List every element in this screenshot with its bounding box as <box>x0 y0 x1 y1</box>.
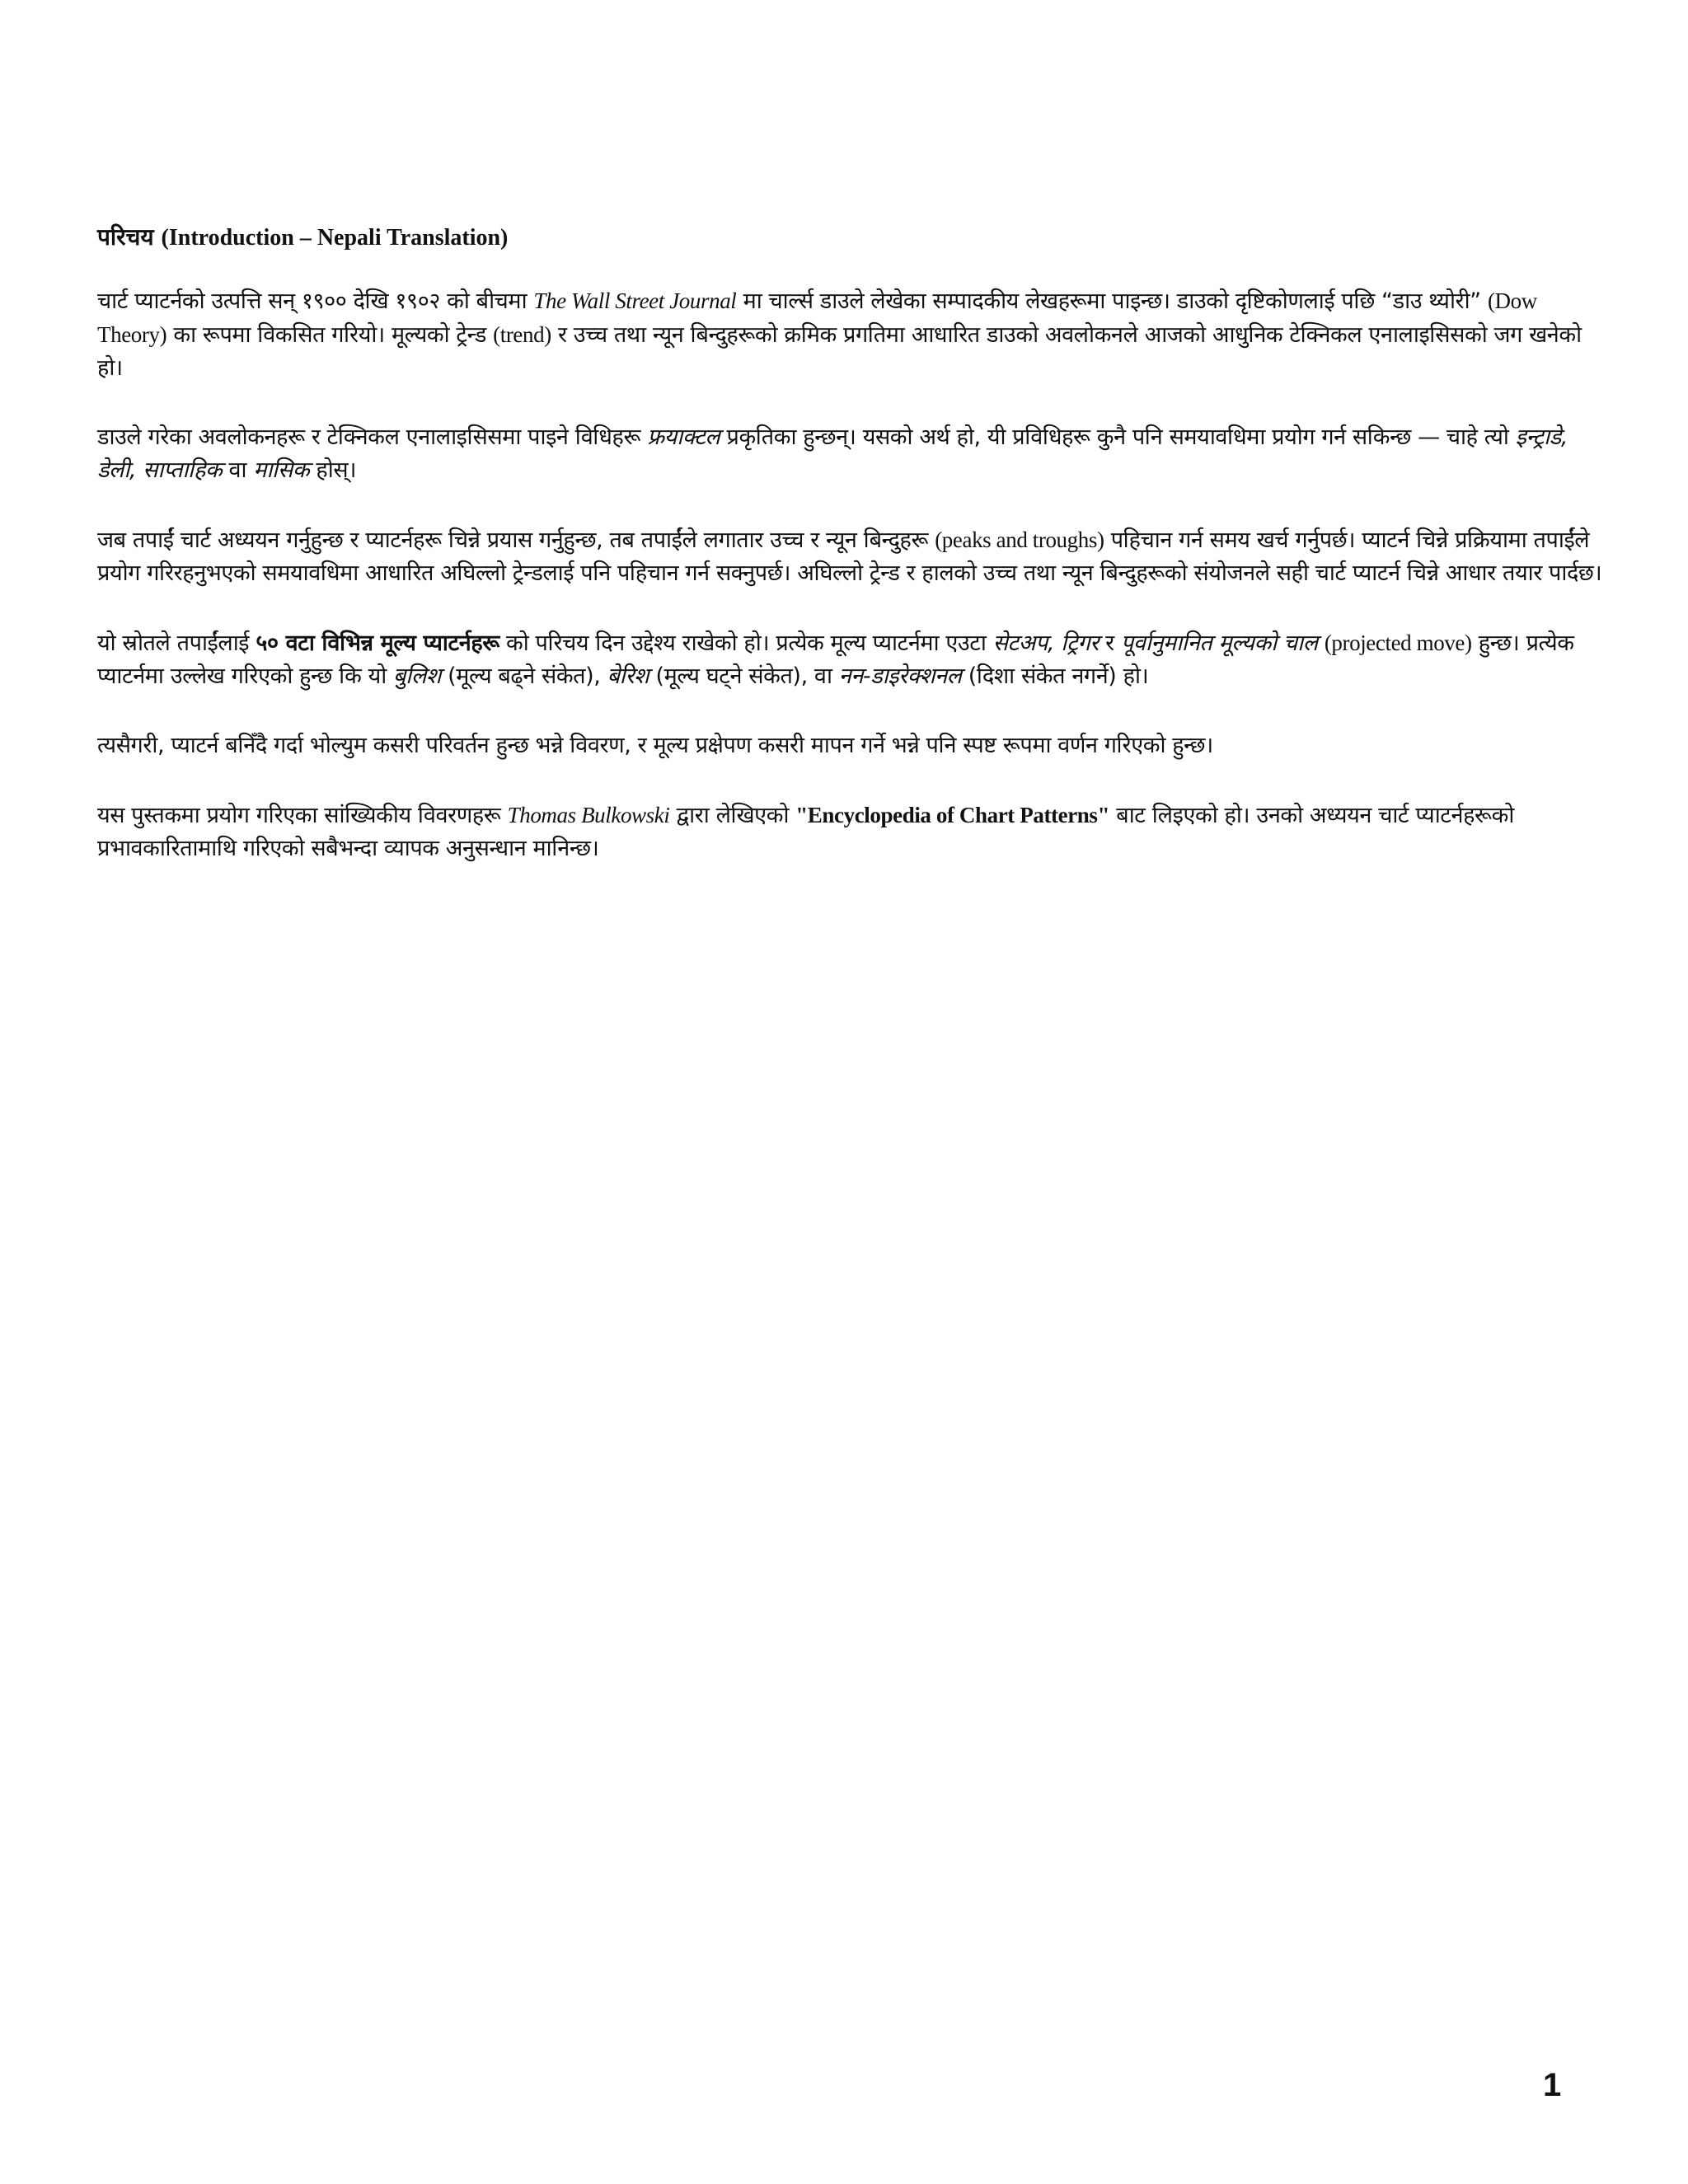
p3-text-a: जब तपाईं चार्ट अध्ययन गर्नुहुन्छ र प्याटर्नहरू चिन्ने प्रयास गर्नुहुन्छ, तब तपाईंले लगातार उच्च र न्यून बिन्दुहरू <box>97 527 935 553</box>
p6-book-title-bold: "Encyclopedia of Chart Patterns" <box>795 803 1110 827</box>
p4-non-directional-italic: नन-डाइरेक्शनल <box>838 663 962 689</box>
p4-text-h: (दिशा संकेत नगर्ने) हो। <box>961 663 1149 689</box>
p2-text-d: होस्। <box>309 457 357 483</box>
p4-fifty-patterns-bold: ५० वटा विभिन्न मूल्य प्याटर्नहरू <box>256 630 499 656</box>
p4-text-e: हुन्छ। प्रत्येक प्याटर्नमा उल्लेख गरिएको हुन्छ कि यो <box>97 630 1574 689</box>
p6-text-c: बाट लिइएको हो। उनको अध्ययन चार्ट प्याटर्नहरूको प्रभावकारितामाथि गरिएको सबैभन्दा व्यापक अनुसन्धान मानिन्छ। <box>97 803 1514 861</box>
p1-text-c: का रूपमा विकसित गरियो। मूल्यको ट्रेन्ड <box>166 322 494 348</box>
p1-trend: (trend) <box>493 322 551 347</box>
p3-text-b: पहिचान गर्न समय खर्च गर्नुपर्छ। प्याटर्न चिन्ने प्रक्रियामा तपाईंले प्रयोग गरिरहनुभएको समयावधिमा आधारित अघिल्लो ट्रेन्डलाई पनि पहिचान गर्न सक्नुपर्छ। अघिल्लो ट्रेन्ड र हालको उच्च तथा न्यून बिन्दुहरूको संयोजनले सही चार्ट प्याटर्न चिन्ने आधार तयार पार्दछ। <box>97 527 1602 586</box>
p4-projected-move-english: (projected move) <box>1324 630 1472 655</box>
p4-text-a: यो स्रोतले तपाईंलाई <box>97 630 256 656</box>
p4-text-g: (मूल्य घट्ने संकेत), वा <box>649 663 839 689</box>
p6-text-a: यस पुस्तकमा प्रयोग गरिएका सांख्यिकीय विवरणहरू <box>97 803 508 828</box>
page-content <box>97 223 1606 902</box>
p5-text: त्यसैगरी, प्याटर्न बनिँदै गर्दा भोल्युम कसरी परिवर्तन हुन्छ भन्ने विवरण, र मूल्य प्रक्षेपण कसरी मापन गर्ने भन्ने पनि स्पष्ट रूपमा वर्णन गरिएको हुन्छ। <box>97 733 1213 758</box>
p1-dow-theory: (Dow Theory) <box>97 288 1537 347</box>
p2-text-b: प्रकृतिका हुन्छन्। यसको अर्थ हो, यी प्रविधिहरू कुनै पनि समयावधिमा प्रयोग गर्न सकिन्छ — चाहे त्यो <box>720 424 1516 450</box>
heading-nepali: परिचय <box>97 223 154 251</box>
p4-text-d <box>1318 630 1325 656</box>
p2-monthly-italic: मासिक <box>253 457 310 483</box>
heading-english: (Introduction – Nepali Translation) <box>161 225 509 251</box>
p6-text-b: द्वारा लेखिएको <box>669 803 796 828</box>
p2-fractal-italic: फ्रयाक्टल <box>647 424 720 450</box>
page-number: 1 <box>1543 2067 1562 2103</box>
p1-text-a: चार्ट प्याटर्नको उत्पत्ति सन् १९०० देखि १९०२ को बीचमा <box>97 288 534 314</box>
p4-text-b: को परिचय दिन उद्देश्य राखेको हो। प्रत्येक मूल्य प्याटर्नमा एउटा <box>499 630 993 656</box>
p2-periods-italic: इन्ट्राडे, डेली, साप्ताहिक <box>97 424 1568 483</box>
p2-text-c: वा <box>222 457 254 483</box>
paragraph-source <box>97 799 1606 865</box>
p4-bullish-italic: बुलिश <box>393 663 441 689</box>
paragraph-peaks <box>97 523 1606 590</box>
p2-text-a: डाउले गरेका अवलोकनहरू र टेक्निकल एनालाइसिसमा पाइने विधिहरू <box>97 424 648 450</box>
p1-text-d: र उच्च तथा न्यून बिन्दुहरूको क्रमिक प्रगतिमा आधारित डाउको अवलोकनले आजको आधुनिक टेक्निकल एनालाइसिसको जग खनेको हो। <box>97 322 1582 381</box>
p4-text-f: (मूल्य बढ्ने संकेत), <box>440 663 607 689</box>
p4-setup-trigger-italic: सेटअप, ट्रिगर <box>992 630 1099 656</box>
paragraph-patterns <box>97 626 1606 693</box>
p4-text-c: र <box>1098 630 1121 656</box>
paragraph-fractal <box>97 421 1606 487</box>
paragraph-origin <box>97 284 1606 385</box>
p1-wsj-italic: The Wall Street Journal <box>533 288 737 313</box>
p3-peaks-troughs: (peaks and troughs) <box>935 527 1104 552</box>
paragraph-volume <box>97 729 1606 762</box>
p4-bearish-italic: बेरिश <box>607 663 649 689</box>
p4-projected-move-nepali: पूर्वानुमानित मूल्यको चाल <box>1120 630 1318 656</box>
section-heading <box>97 223 1606 253</box>
p6-author-italic: Thomas Bulkowski <box>507 803 670 827</box>
p1-text-b: मा चार्ल्स डाउले लेखेका सम्पादकीय लेखहरूमा पाइन्छ। डाउको दृष्टिकोणलाई पछि “डाउ थ्योरी” <box>736 288 1488 314</box>
